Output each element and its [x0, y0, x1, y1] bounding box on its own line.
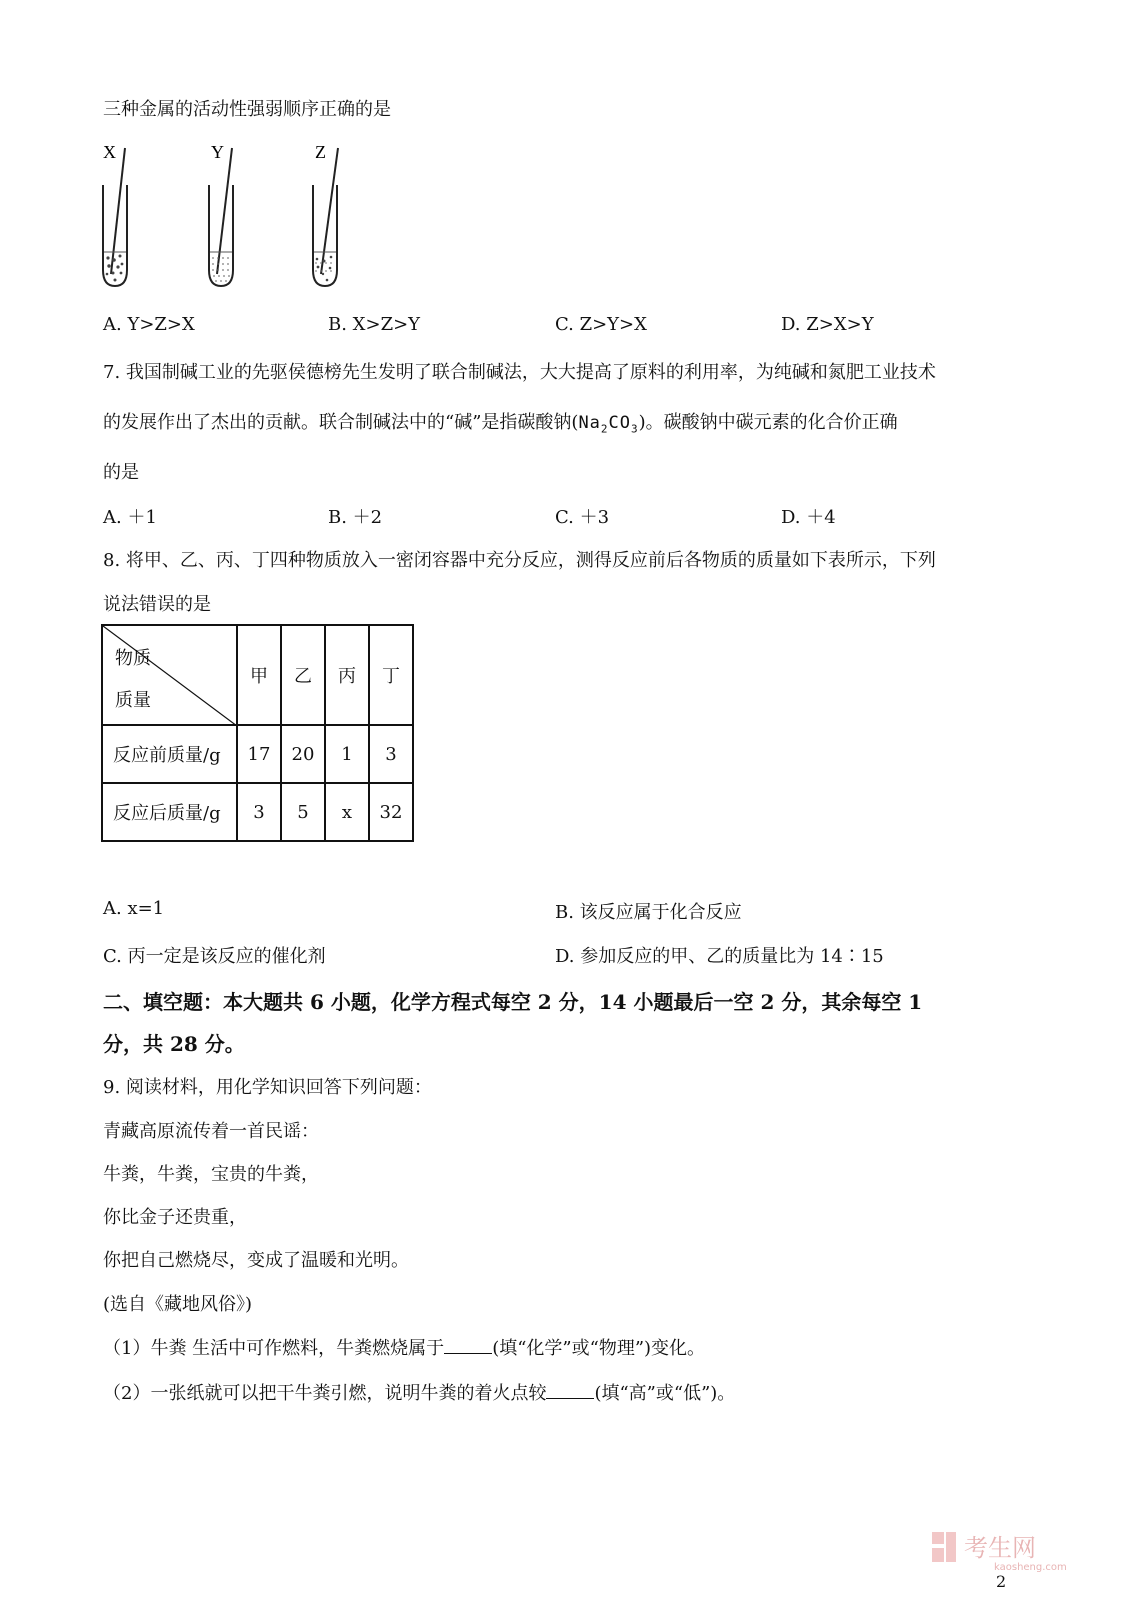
table-cell: 32 [369, 783, 413, 841]
header-substance: 物质 [115, 648, 151, 669]
q7-line2 [103, 408, 898, 435]
table-cell: 3 [237, 783, 281, 841]
q7-option-a: A. ＋1 [103, 507, 157, 528]
q7-line2-post: )。碳酸钠中碳元素的化合价正确 [638, 412, 898, 433]
q8-line2: 说法错误的是 [103, 594, 211, 615]
q9-poem-line: 你把自己燃烧尽，变成了温暖和光明。 [103, 1250, 409, 1271]
row-label: 反应前质量/g [102, 725, 237, 783]
tube-label-z: Z [315, 142, 326, 162]
table-cell: x [325, 783, 369, 841]
q7-line2-pre: 的发展作出了杰出的贡献。联合制碱法中的“碱”是指碳酸钠( [103, 412, 579, 433]
section2-heading-line1: 二、填空题：本大题共 6 小题，化学方程式每空 2 分，14 小题最后一空 2 分，其余每空 1 [103, 990, 923, 1014]
q8-option-a: A. x=1 [103, 898, 165, 919]
column-header: 丁 [369, 625, 413, 725]
q7-option-d: D. ＋4 [781, 507, 836, 528]
tube-label-y: Y [211, 142, 224, 162]
q8-option-c: C. 丙一定是该反应的催化剂 [103, 946, 326, 967]
q9-subquestion-1: （1）牛粪 生活中可作燃料，牛粪燃烧属于 (填“化学”或“物理”)变化。 [103, 1338, 706, 1359]
q6-stem: 三种金属的活动性强弱顺序正确的是 [103, 99, 391, 120]
q8-option-b: B. 该反应属于化合反应 [555, 902, 742, 923]
test-tube-x [103, 142, 127, 286]
q9-stem: 9. 阅读材料，用化学知识回答下列问题： [103, 1077, 432, 1098]
q7-line1: 7. 我国制碱工业的先驱侯德榜先生发明了联合制碱法，大大提高了原料的利用率，为纯碱和氮肥工业技术 [103, 362, 936, 383]
q8-option-d: D. 参加反应的甲、乙的质量比为 14∶15 [555, 946, 884, 967]
watermark-brand: 考生网 [964, 1534, 1036, 1562]
q9-subquestion-2: （2）一张纸就可以把干牛粪引燃，说明牛粪的着火点较 (填“高”或“低”)。 [103, 1383, 736, 1404]
answer-blank[interactable] [444, 1337, 492, 1354]
q7-line3: 的是 [103, 462, 139, 483]
table-cell: 20 [281, 725, 325, 783]
test-tubes-figure [95, 140, 355, 300]
mass-table [101, 624, 414, 842]
table-cell: 5 [281, 783, 325, 841]
sodium-carbonate-formula: $Na_2CO_3$ [578, 413, 639, 436]
table-cell: 1 [325, 725, 369, 783]
q9-poem-line: 你比金子还贵重， [103, 1207, 247, 1228]
column-header: 丙 [325, 625, 369, 725]
table-cell: 3 [369, 725, 413, 783]
column-header: 甲 [237, 625, 281, 725]
table-cell: 17 [237, 725, 281, 783]
table-row [102, 725, 413, 783]
row-label: 反应后质量/g [102, 783, 237, 841]
column-header: 乙 [281, 625, 325, 725]
table-row [102, 783, 413, 841]
answer-blank[interactable] [546, 1382, 594, 1399]
page-number: 2 [996, 1572, 1007, 1591]
header-mass: 质量 [115, 690, 151, 711]
watermark-url: kaosheng.com [994, 1562, 1067, 1572]
q6-option-b: B. X>Z>Y [328, 314, 421, 335]
tube-label-x: X [103, 142, 116, 162]
q7-option-b: B. ＋2 [328, 507, 383, 528]
q6-option-c: C. Z>Y>X [555, 314, 647, 335]
q9-poem-line: 青藏高原流传着一首民谣： [103, 1121, 319, 1142]
q9-poem-line: 牛粪，牛粪，宝贵的牛粪， [103, 1164, 319, 1185]
q7-option-c: C. ＋3 [555, 507, 610, 528]
q6-option-d: D. Z>X>Y [781, 314, 874, 335]
section2-heading-line2: 分，共 28 分。 [103, 1032, 245, 1056]
q9-source: (选自《藏地风俗》) [103, 1294, 253, 1315]
test-tube-z [313, 142, 338, 286]
test-tube-y [209, 142, 233, 286]
table-header-corner [102, 625, 237, 725]
q6-option-a: A. Y>Z>X [103, 314, 195, 335]
kaosheng-watermark [932, 1528, 1092, 1572]
kaosheng-logo-icon [932, 1532, 956, 1562]
q8-line1: 8. 将甲、乙、丙、丁四种物质放入一密闭容器中充分反应，测得反应前后各物质的质量如下表所示，下列 [103, 550, 936, 571]
